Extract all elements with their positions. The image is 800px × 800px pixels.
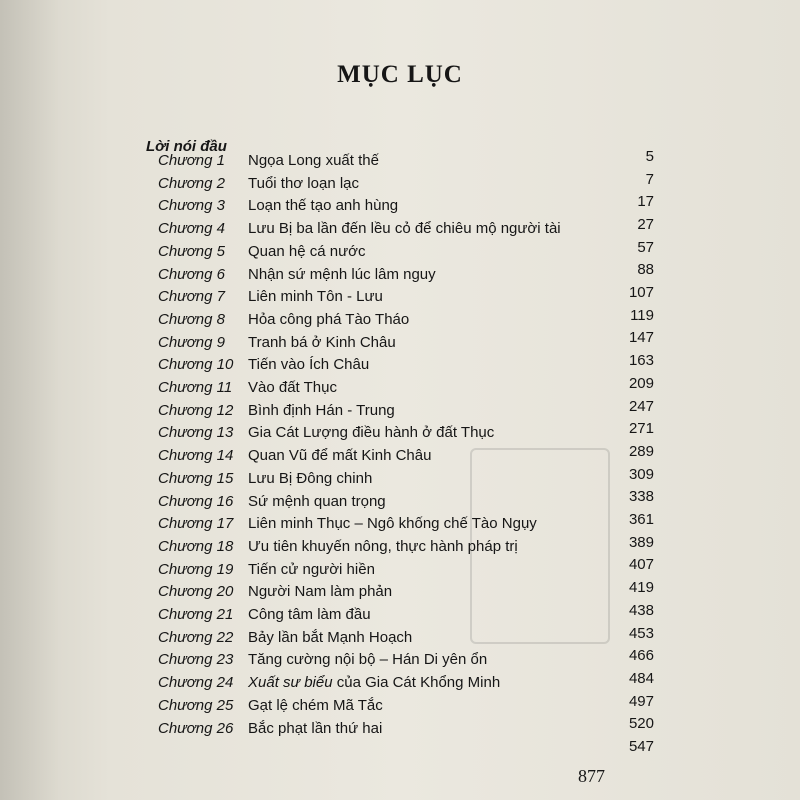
page-ref-row xyxy=(0,509,800,531)
page-ref: 57 xyxy=(637,238,654,256)
page-ref-row xyxy=(0,214,800,236)
page-ref: 547 xyxy=(628,738,654,756)
page-ref-row xyxy=(0,736,800,758)
page-ref-row xyxy=(0,464,800,486)
page-ref: 88 xyxy=(637,261,654,279)
page-ref: 438 xyxy=(628,601,654,619)
chapter-label: Chương 8 xyxy=(158,310,225,328)
page-ref: 27 xyxy=(637,215,654,233)
chapter-title: Tiến vào Ích Châu xyxy=(248,356,370,374)
page-ref: 497 xyxy=(628,692,654,710)
page-ref-row xyxy=(0,259,800,281)
chapter-title: Bình định Hán - Trung xyxy=(248,401,395,419)
page-ref-row xyxy=(0,305,800,327)
chapter-label: Chương 18 xyxy=(158,537,234,555)
page-ref: 247 xyxy=(628,397,654,415)
chapter-label: Chương 14 xyxy=(158,447,234,465)
chapter-label: Chương 5 xyxy=(158,242,225,260)
page-ref-row xyxy=(0,169,800,191)
chapter-label: Chương 16 xyxy=(158,492,234,510)
chapter-title: Lưu Bị ba lần đến lều cỏ để chiêu mộ người tài xyxy=(248,220,561,238)
chapter-label: Chương 24 xyxy=(158,674,234,692)
page-ref: 107 xyxy=(628,284,654,302)
chapter-title: Công tâm làm đầu xyxy=(248,606,371,623)
chapter-label: Chương 21 xyxy=(158,606,234,623)
chapter-title: Liên minh Tôn - Lưu xyxy=(248,288,383,306)
preface-entry: Lời nói đầu xyxy=(146,138,227,155)
page-ref: 338 xyxy=(628,488,654,506)
chapter-title: Ngọa Long xuất thế xyxy=(248,152,379,169)
chapter-label: Chương 2 xyxy=(158,174,225,192)
chapter-label: Chương 11 xyxy=(158,379,233,396)
chapter-title-rest: của Gia Cát Khổng Minh xyxy=(332,674,501,692)
page-ref: 289 xyxy=(628,442,654,460)
chapter-title: Người Nam làm phản xyxy=(248,583,393,601)
chapter-title: Vào đất Thục xyxy=(248,379,337,396)
page-ref: 389 xyxy=(628,533,654,551)
chapter-label: Chương 17 xyxy=(158,515,234,533)
chapter-label: Chương 20 xyxy=(158,583,234,601)
chapter-label: Chương 7 xyxy=(158,288,225,306)
chapter-label: Chương 4 xyxy=(158,220,225,238)
page-ref-row xyxy=(0,396,800,418)
page-ref: 163 xyxy=(628,352,654,370)
page-ref: 209 xyxy=(628,374,654,392)
page-ref-row xyxy=(0,623,800,645)
chapter-title: Quan Vũ để mất Kinh Châu xyxy=(248,447,432,465)
page-ref: 453 xyxy=(628,624,654,642)
page-ref-row xyxy=(0,600,800,622)
page-number: 877 xyxy=(578,766,605,786)
chapter-label: Chương 6 xyxy=(158,265,225,283)
page-ref-row xyxy=(0,713,800,735)
page-ref: 466 xyxy=(628,647,654,665)
chapter-title: Tuổi thơ loạn lạc xyxy=(248,174,360,192)
chapter-label: Chương 1 xyxy=(158,152,225,169)
page-ref-row xyxy=(0,191,800,213)
page-ref: 407 xyxy=(628,556,654,574)
chapter-label: Chương 12 xyxy=(158,401,234,419)
page-ref: 309 xyxy=(628,465,654,483)
chapter-label: Chương 13 xyxy=(158,424,234,442)
chapter-label: Chương 9 xyxy=(158,333,225,351)
page-ref-row xyxy=(0,146,800,168)
page-ref-row xyxy=(0,282,800,304)
page-ref-row xyxy=(0,668,800,690)
page-ref-row xyxy=(0,418,800,440)
chapter-title: Gia Cát Lượng điều hành ở đất Thục xyxy=(248,424,495,442)
chapter-title: Tranh bá ở Kinh Châu xyxy=(248,333,396,351)
chapter-title: Sứ mệnh quan trọng xyxy=(248,492,386,510)
page-ref: 147 xyxy=(628,329,654,347)
chapter-title: Bảy lần bắt Mạnh Hoạch xyxy=(248,628,413,646)
chapter-title: Loạn thế tạo anh hùng xyxy=(248,197,399,215)
page-ref-row xyxy=(0,441,800,463)
chapter-label: Chương 25 xyxy=(158,696,234,714)
page-ref: 484 xyxy=(628,669,654,687)
page-ref: 5 xyxy=(645,147,654,165)
chapter-label: Chương 19 xyxy=(158,560,234,578)
page-ref-row xyxy=(0,237,800,259)
chapter-title: Tăng cường nội bộ – Hán Di yên ổn xyxy=(248,651,488,669)
page-ref-row xyxy=(0,532,800,554)
chapter-title: Quan hệ cá nước xyxy=(248,242,366,260)
chapter-label: Chương 26 xyxy=(158,719,234,737)
page-ref: 17 xyxy=(637,193,654,211)
page-ref-row xyxy=(0,486,800,508)
chapter-title: Ưu tiên khuyến nông, thực hành pháp trị xyxy=(248,537,518,555)
chapter-title-italic: Xuất sư biểu xyxy=(248,674,333,692)
chapter-label: Chương 15 xyxy=(158,469,234,487)
chapter-title: Bắc phạt lần thứ hai xyxy=(248,719,383,737)
chapter-title: Liên minh Thục – Ngô khống chế Tào Ngụy xyxy=(248,515,537,533)
page-ref-row xyxy=(0,691,800,713)
page-ref: 119 xyxy=(630,306,654,324)
chapter-title: Tiến cử người hiền xyxy=(248,560,375,578)
page-ref-row xyxy=(0,327,800,349)
page-ref: 7 xyxy=(645,170,654,188)
page-ref-row xyxy=(0,350,800,372)
page-title: MỤC LỤC xyxy=(337,60,463,88)
page-ref-row xyxy=(0,577,800,599)
chapter-label: Chương 23 xyxy=(158,651,234,669)
chapter-title: Gạt lệ chém Mã Tắc xyxy=(248,696,383,714)
chapter-title: Nhận sứ mệnh lúc lâm nguy xyxy=(248,265,436,283)
chapter-title: Lưu Bị Đông chinh xyxy=(248,469,373,487)
chapter-label: Chương 22 xyxy=(158,628,234,646)
chapter-label: Chương 10 xyxy=(158,356,234,374)
chapter-title: Hỏa công phá Tào Tháo xyxy=(248,310,410,328)
page-ref: 361 xyxy=(628,511,654,529)
page-ref: 271 xyxy=(628,420,654,438)
page-ref-row xyxy=(0,373,800,395)
page-ref: 419 xyxy=(628,579,654,597)
page-ref-row xyxy=(0,645,800,667)
chapter-label: Chương 3 xyxy=(158,197,225,215)
page-ref-row xyxy=(0,554,800,576)
page-ref: 520 xyxy=(628,715,654,733)
